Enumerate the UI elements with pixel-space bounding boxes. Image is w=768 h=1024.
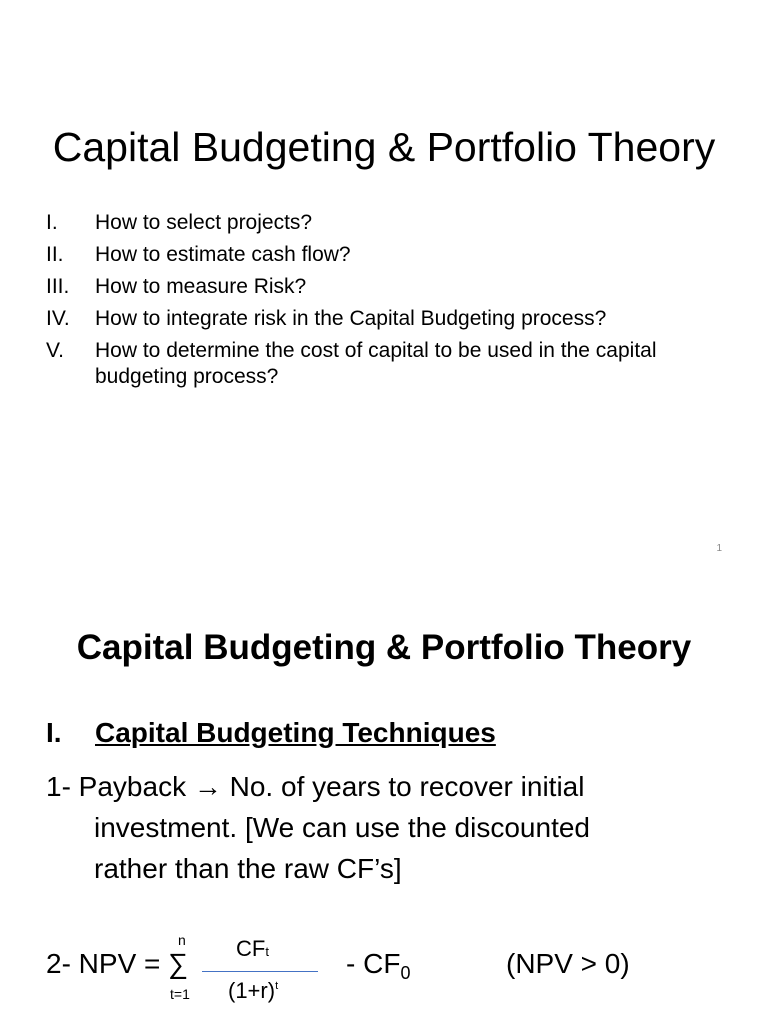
slide-2-title: Capital Budgeting & Portfolio Theory bbox=[76, 628, 692, 667]
fraction-bar bbox=[202, 971, 318, 972]
payback-line-2: investment. [We can use the discounted bbox=[94, 812, 590, 843]
list-numeral: II. bbox=[46, 243, 64, 266]
slide-2 bbox=[0, 575, 768, 1024]
list-text: How to select projects? bbox=[95, 211, 313, 234]
question-list bbox=[46, 210, 666, 396]
payback-line-1: No. of years to recover initial bbox=[229, 771, 585, 802]
list-item bbox=[46, 338, 666, 390]
npv-condition: (NPV > 0) bbox=[506, 948, 630, 979]
minus-initial-outlay bbox=[346, 948, 410, 984]
page-number: 1 bbox=[716, 543, 722, 554]
list-item bbox=[46, 274, 666, 300]
list-text: How to integrate risk in the Capital Budgeting process? bbox=[95, 307, 607, 330]
list-item bbox=[46, 210, 666, 236]
list-numeral: V. bbox=[46, 339, 64, 362]
arrow-right-icon: → bbox=[193, 771, 222, 802]
slide-1-title: Capital Budgeting & Portfolio Theory bbox=[52, 124, 716, 170]
denominator-base: (1+r) bbox=[228, 978, 276, 1003]
sum-upper-limit: n bbox=[178, 932, 186, 948]
payback-line-3: rather than the raw CF’s] bbox=[94, 853, 402, 884]
list-item bbox=[46, 306, 666, 332]
list-text: How to measure Risk? bbox=[95, 275, 307, 298]
payback-point bbox=[46, 766, 686, 889]
payback-lead: 1- Payback bbox=[46, 771, 187, 802]
list-text: How to determine the cost of capital to be used in the capital budgeting process? bbox=[95, 339, 657, 388]
numerator-base: CF bbox=[236, 936, 266, 961]
fraction-denominator bbox=[228, 978, 278, 1004]
sum-lower-limit: t=1 bbox=[170, 986, 190, 1002]
list-numeral: III. bbox=[46, 275, 70, 298]
denominator-exponent: t bbox=[275, 980, 279, 992]
list-text: How to estimate cash flow? bbox=[95, 243, 351, 266]
section-heading bbox=[46, 715, 496, 751]
list-numeral: I. bbox=[46, 211, 58, 234]
minus-term: - CF bbox=[346, 948, 401, 979]
minus-subscript: 0 bbox=[400, 963, 411, 983]
section-numeral: I. bbox=[46, 717, 62, 748]
numerator-subscript: t bbox=[265, 944, 269, 959]
npv-formula bbox=[46, 932, 746, 1012]
fraction-numerator bbox=[236, 936, 269, 962]
section-heading-text: Capital Budgeting Techniques bbox=[95, 717, 496, 748]
list-numeral: IV. bbox=[46, 307, 70, 330]
list-item bbox=[46, 242, 666, 268]
npv-label: 2- NPV = ∑ bbox=[46, 948, 189, 979]
